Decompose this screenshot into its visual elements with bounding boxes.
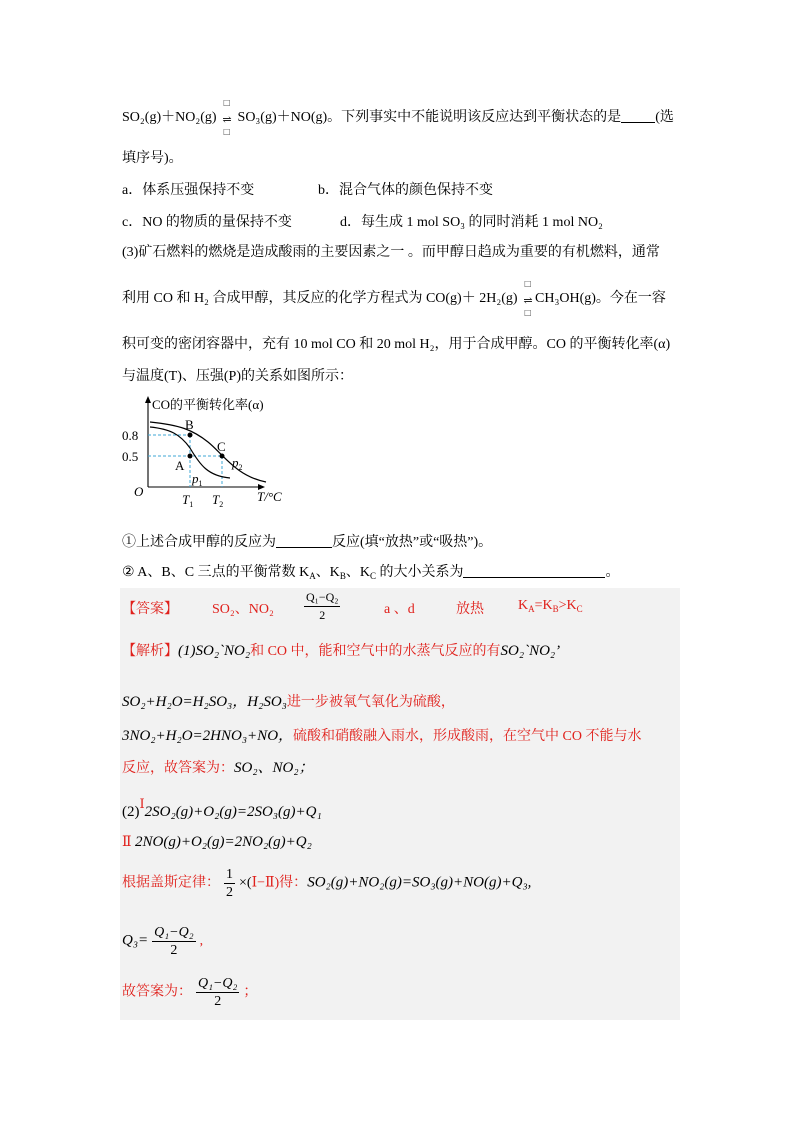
y-axis-arrow [145, 396, 151, 403]
reversible-arrow: □ ⇌ □ [222, 98, 232, 136]
reaction-left: SO₂(g)＋NO₂(g) [122, 110, 217, 125]
label-A: A [175, 458, 185, 473]
point-A [188, 454, 193, 459]
label-p2: $p_2$ [232, 455, 243, 472]
x-axis-label: T/°C [257, 489, 282, 504]
answer-5: $K_A=K_B>K_C$ [518, 598, 583, 614]
tick-0.8: 0.8 [122, 428, 139, 443]
label-C: C [217, 439, 226, 454]
y-axis-label: CO的平衡转化率(α) [152, 397, 264, 412]
answer-tag: 【答案】 [122, 602, 178, 617]
analysis-line-8: Q₃= $\frac{\text{Q₁−Q₂}}{2}$ , [122, 925, 204, 958]
answer-blank [621, 108, 655, 123]
analysis-tag: 【解析】 [122, 644, 178, 659]
question-3-line-2: 利用 CO 和 H₂ 合成甲醇，其反应的化学方程式为 CO(g)＋ 2H₂(g) □ ⇌ □ CH₃OH(g)。今在一容 [122, 279, 666, 317]
option-b: b．混合气体的颜色保持不变 [318, 183, 493, 198]
reaction-right: SO₃(g)＋NO(g)。下列事实中不能说明该反应达到平衡状态的是 [237, 110, 622, 125]
analysis-line-4: 反应，故答案为：SO₂、NO₂； [122, 760, 314, 776]
analysis-line-7: 根据盖斯定律： $\frac{1}{2}$ ×(Ⅰ−Ⅱ)得：SO₂(g)+NO₂(g)=SO₃(g)+NO(g)+Q₃, [122, 867, 532, 900]
option-d: d．每生成 1 mol SO₃ 的同时消耗 1 mol NO₂ [340, 215, 603, 230]
origin-label: O [134, 484, 144, 499]
question-3-line-3: 积可变的密闭容器中，充有 10 mol CO 和 20 mol H₂，用于合成甲醇。CO 的平衡转化率(α) [122, 337, 671, 352]
point-B [188, 433, 193, 438]
answer-row [122, 598, 178, 618]
conversion-rate-graph [118, 392, 298, 517]
tick-0.5: 0.5 [122, 449, 139, 464]
analysis-line-5: (2)Ⅰ2SO₂(g)+O₂(g)=2SO₃(g)+Q₁ [122, 796, 322, 820]
answer-2-fraction: $\frac{\text{Q₁−Q₂}}{2}$ [306, 590, 339, 622]
question-3-line-4: 与温度(T)、压强(P)的关系如图所示： [122, 369, 353, 384]
answer-3: a 、d [384, 602, 415, 617]
analysis-line-9: 故答案为： $\frac{\text{Q₁−Q₂}}{2}$ ； [122, 976, 258, 1009]
label-B: B [185, 417, 194, 432]
analysis-line-3: 3NO₂+H₂O=2HNO₃+NO，硫酸和硝酸融入雨水，形成酸雨，在空气中 CO 不能与水 [122, 728, 642, 744]
analysis-line-6: Ⅱ 2NO(g)+O₂(g)=2NO₂(g)+Q₂ [122, 834, 312, 850]
label-T1: $T_1$ [182, 492, 194, 509]
question-3-line-1: (3)矿石燃料的燃烧是造成酸雨的主要因素之一 。而甲醇日趋成为重要的有机燃料，通常 [122, 245, 660, 260]
guide-lines [148, 435, 222, 487]
answer-blank-1 [276, 533, 332, 548]
label-p1: $p_1$ [192, 471, 203, 488]
answer-4: 放热 [456, 602, 484, 617]
reversible-arrow-2: □ ⇌ □ [523, 279, 533, 317]
sub-question-2: ② A、B、C 三点的平衡常数 $K_A$、$K_B$、$K_C$ 的大小关系为 。 [122, 565, 620, 581]
equilibrium-question-line: SO₂(g)＋NO₂(g) □ ⇌ □ SO₃(g)＋NO(g)。下列事实中不能说明该反应达到平衡状态的是 (选 [122, 98, 674, 136]
option-c: c．NO 的物质的量保持不变 [122, 215, 292, 230]
analysis-line-2: SO₂+H₂O=H₂SO₃，H₂SO₃进一步被氧气氧化为硫酸， [122, 694, 455, 710]
sub-question-1: ①上述合成甲醇的反应为 反应(填“放热”或“吸热”)。 [122, 535, 493, 550]
question-line-2: 填序号)。 [122, 151, 183, 166]
answer-blank-2 [463, 563, 605, 578]
analysis-line-1: 【解析】(1)SO₂`NO₂和 CO 中，能和空气中的水蒸气反应的有SO₂`NO₂’ [122, 643, 561, 659]
label-T2: $T_2$ [212, 492, 224, 509]
point-C [220, 454, 225, 459]
answer-1: SO₂、NO₂ [212, 602, 274, 617]
option-a: a．体系压强保持不变 [122, 183, 255, 198]
